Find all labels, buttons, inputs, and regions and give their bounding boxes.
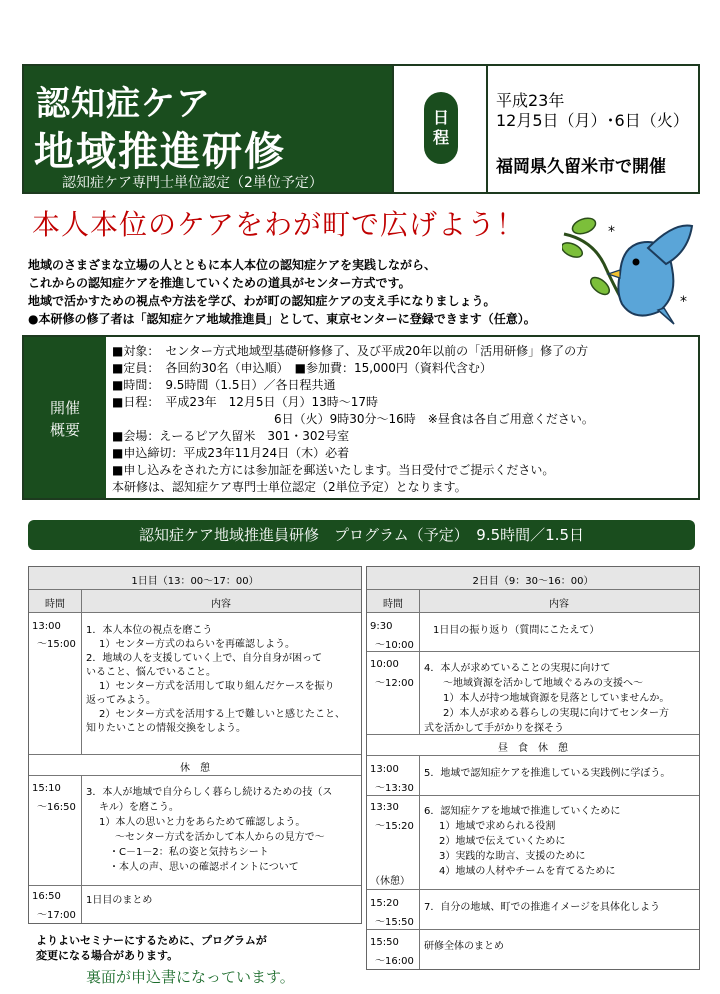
day1-row-3-end: ～17:00 [37, 910, 76, 921]
overview-label [38, 397, 92, 441]
day2-title: 2日目（9：30～16：00） [472, 576, 594, 587]
title-line-1: 認知症ケア [36, 84, 211, 124]
overview-cert: 本研修は、認知症ケア専門士単位認定（2単位予定）となります。 [112, 480, 467, 494]
day2-row-6-end: ～16:00 [375, 956, 414, 967]
day2-row-3-end: ～13:30 [375, 783, 414, 794]
day2-row-4-break: （休憩） [370, 876, 410, 887]
day1-break: 休 憩 [180, 763, 210, 774]
day1-row-1-line: 2．地域の人を支援していく上で、自分自身が困って [86, 653, 323, 664]
day2-row-2-line: 式を活かして手がかりを探そう [424, 723, 564, 734]
day2-row-5-start: 15:20 [370, 898, 399, 909]
day2-row-5-end: ～15:50 [375, 917, 414, 928]
slogan: 本人本位のケアをわが町で広げよう！ [32, 208, 526, 241]
day1-col-content: 内容 [211, 599, 231, 610]
day2-row-2-line: ～地域資源を活かして地域ぐるみの支援へ～ [443, 678, 643, 689]
day1-title-cell [29, 567, 361, 589]
header-box [22, 64, 700, 194]
day1-row-2-line: 1）本人の思いと力をあらためて確認しよう。 [99, 817, 306, 828]
overview-label-2: 概要 [49, 421, 80, 439]
overview-target: ■対象： センター方式地域型基礎研修修了、及び平成20年以前の「活用研修」修了の方 [112, 344, 589, 358]
badge-char-1: 日 [432, 108, 449, 127]
overview-label-1: 開催 [49, 399, 80, 417]
svg-text:*: * [608, 224, 615, 240]
day2-row-4-end: ～15:20 [375, 821, 414, 832]
day2-row-4-line: 6．認知症ケアを地域で推進していくために [424, 806, 621, 817]
day1-row-1-line: 1．本人本位の視点を磨こう [86, 625, 213, 636]
program-change-note-2: 変更になる場合があります。 [36, 949, 179, 962]
intro-line-1: 地域のさまざまな立場の人とともに本人本位の認知症ケアを実践しながら、 [28, 258, 437, 272]
day2-col-content: 内容 [549, 599, 569, 610]
day2-row-1-line: 1日目の振り返り（質問にこたえて） [433, 625, 600, 636]
day1-row-1-line: 1）センター方式を活用して取り組んだケースを振り [99, 681, 335, 692]
overview-hours: ■時間： 9.5時間（1.5日）／各日程共通 [112, 378, 336, 392]
day2-row-4-line: 3）実践的な助言、支援のために [439, 851, 586, 862]
schedule-badge-panel [392, 66, 488, 192]
day2-row-2-end: ～12:00 [375, 678, 414, 689]
program-title-bar: 認知症ケア地域推進員研修 プログラム（予定） 9.5時間／1.5日 [28, 520, 695, 550]
day1-row-1-line: 2）センター方式を活用する上で難しいと感じたこと、 [99, 709, 345, 720]
day2-row-6-line: 研修全体のまとめ [424, 941, 504, 952]
svg-text:*: * [680, 294, 687, 310]
intro-line-4: ●本研修の修了者は「認知症ケア地域推進員」として、東京センターに登録できます（任意）。 [28, 312, 536, 326]
day2-row-3-line: 5．地域で認知症ケアを推進している実践例に学ぼう。 [424, 768, 671, 779]
day1-row-2-line: ・C－1－2：私の姿と気持ちシート [109, 847, 269, 858]
day2-table [366, 566, 700, 970]
day1-row-2-line: 3．本人が地域で自分らしく暮らし続けるための技（ス [86, 787, 333, 798]
overview-deadline: ■申込締切：平成23年11月24日（木）必着 [112, 446, 350, 460]
day2-title-cell [367, 567, 699, 589]
day1-row-1-line: 知りたいことの情報交換をしよう。 [86, 723, 246, 734]
date-year: 平成23年 [496, 91, 565, 110]
overview-box [22, 335, 700, 500]
day1-row-2-line: ・本人の声、思いの確認ポイントについて [109, 862, 299, 873]
day2-col-time: 時間 [383, 599, 403, 610]
day2-lunch: 昼 食 休 憩 [498, 743, 568, 754]
program-change-note-1: よりよいセミナーにするために、プログラムが [36, 934, 267, 947]
day2-row-4-line: 1）地域で求められる役割 [439, 821, 556, 832]
overview-ticket: ■申し込みをされた方には参加証を郵送いたします。当日受付でご提示ください。 [112, 463, 555, 477]
day2-row-4-line: 4）地域の人材やチームを育てるために [439, 866, 616, 877]
day2-header-row [367, 590, 699, 612]
title-line-2: 地域推進研修 [34, 129, 286, 175]
title-panel [24, 66, 392, 192]
intro-line-3: 地域で活かすための視点や方法を学び、わが町の認知症ケアの支え手になりましょう。 [28, 294, 496, 308]
venue-city: 福岡県久留米市で開催 [496, 157, 666, 177]
day1-row-2-line: キル）を磨こう。 [99, 802, 179, 813]
day1-row-2-line: ～センター方式を活かして本人からの見方で～ [115, 832, 325, 843]
day1-row-2-start: 15:10 [32, 783, 61, 794]
day1-row-1-line: いること、悩んでいること。 [86, 667, 216, 678]
badge-char-2: 程 [432, 128, 449, 147]
day2-row-4-start: 13:30 [370, 802, 399, 813]
day1-row-1-end: ～15:00 [37, 639, 76, 650]
day1-row-3-start: 16:50 [32, 891, 61, 902]
day1-row-2-end: ～16:50 [37, 802, 76, 813]
day2-row-2-line: 1）本人が持つ地域資源を見落としていませんか。 [443, 693, 670, 704]
overview-label-panel [24, 337, 106, 498]
day2-row-3-start: 13:00 [370, 764, 399, 775]
day2-row-1-start: 9:30 [370, 621, 393, 632]
day2-row-4-line: 2）地域で伝えていくために [439, 836, 566, 847]
day1-title: 1日目（13：00～17：00） [131, 576, 259, 587]
cert-note: 認知症ケア専門士単位認定（2単位予定） [62, 175, 323, 191]
date-days: 12月5日（月）･6日（火） [496, 111, 689, 130]
day2-row-6-start: 15:50 [370, 937, 399, 948]
date-panel [488, 66, 698, 192]
overview-capacity: ■定員： 各回約30名（申込順） ■参加費：15,000円（資料代含む） [112, 361, 492, 375]
day1-row-1-line: 1）センター方式のねらいを再確認しよう。 [99, 639, 295, 650]
day1-table [28, 566, 362, 924]
day2-row-1-end: ～10:00 [375, 640, 414, 651]
day1-row-1-line: 返ってみよう。 [86, 695, 156, 706]
intro-line-2: これからの認知症ケアを推進していくための道具がセンター方式です。 [28, 276, 411, 290]
day2-row-2-line: 4．本人が求めていることの実現に向けて [424, 663, 611, 674]
day2-row-5-line: 7．自分の地域、町での推進イメージを具体化しよう [424, 902, 661, 913]
back-side-note: 裏面が申込書になっています。 [86, 968, 295, 986]
day1-row-1-start: 13:00 [32, 621, 61, 632]
overview-date-2: 6日（火）9時30分～16時 ※昼食は各自ご用意ください。 [274, 412, 594, 426]
schedule-badge [424, 92, 458, 164]
day1-header-row [29, 590, 361, 612]
overview-venue: ■会場：えーるピア久留米 301・302号室 [112, 429, 350, 443]
day2-row-2-line: 2）本人が求める暮らしの実現に向けてセンター方 [443, 708, 669, 719]
bird-illustration [562, 212, 702, 330]
day1-col-time: 時間 [45, 599, 65, 610]
overview-date-1: ■日程： 平成23年 12月5日（月）13時～17時 [112, 395, 379, 409]
day1-row-3-line: 1日目のまとめ [86, 895, 153, 906]
day2-row-2-start: 10:00 [370, 659, 399, 670]
